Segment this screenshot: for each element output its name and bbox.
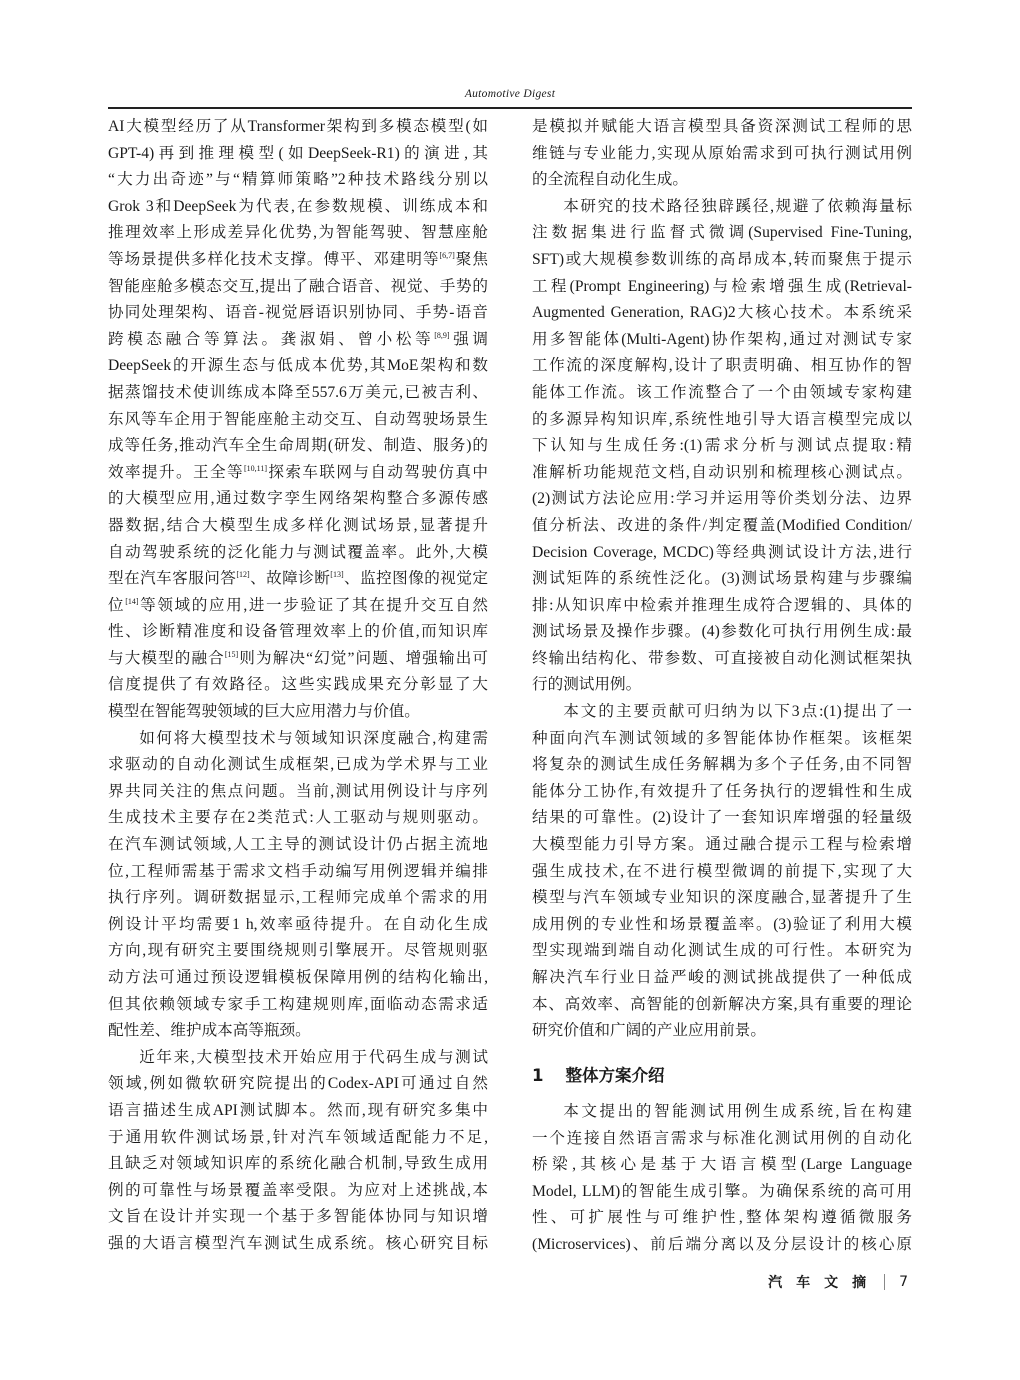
text-segment: 一个连接自然语言需求与标准化测试用例的自动化: [532, 1129, 912, 1147]
section-heading: [532, 1062, 664, 1086]
text-segment: 终输出结构化、带参数、可直接被自动化测试框架执: [532, 649, 912, 667]
text-segment: 界共同关注的焦点问题。当前,测试用例设计与序列: [108, 782, 488, 800]
citation: [12]: [236, 570, 250, 580]
text-segment: 位,工程师需基于需求文档手动编写用例逻辑并编排: [108, 862, 488, 880]
text-segment: 配性差、维护成本高等瓶颈。: [108, 1022, 311, 1040]
text-line: [532, 1018, 912, 1045]
text-line: [108, 566, 488, 593]
text-segment: 注数据集进行监督式微调(Supervised Fine-Tuning,: [532, 224, 912, 242]
text-segment: GPT-4)再到推理模型(如DeepSeek-R1)的演进,其: [108, 144, 488, 162]
citation: [13]: [330, 570, 344, 580]
text-segment: 协同处理架构、语音-视觉唇语识别协同、手势-语音: [108, 304, 488, 322]
text-segment: 桥梁,其核心是基于大语言模型(Large Language: [532, 1156, 912, 1174]
text-line: [532, 1099, 912, 1126]
text-segment: 等领域的应用,进一步验证了其在提升交互自然: [138, 596, 488, 614]
text-segment: 则为解决“幻觉”问题、增强输出可: [238, 649, 488, 667]
text-line: [532, 699, 912, 726]
text-line: [108, 1018, 488, 1045]
text-line: [108, 779, 488, 806]
text-line: [532, 779, 912, 806]
text-segment: 文旨在设计并实现一个基于多智能体协同与知识增: [108, 1208, 488, 1226]
text-segment: 且缺乏对领域知识库的系统化融合机制,导致生成用: [108, 1155, 488, 1173]
text-line: [532, 167, 912, 194]
text-segment: 能体工作流。该工作流整合了一个由领域专家构建: [532, 383, 912, 401]
text-segment: (2)测试方法论应用:学习并运用等价类划分法、边界: [532, 490, 912, 508]
text-segment: 将复杂的测试生成任务解耦为多个子任务,由不同智: [532, 756, 912, 774]
text-line: [532, 327, 912, 354]
text-segment: 大模型能力引导方案。通过融合提示工程与检索增: [532, 836, 912, 854]
text-line: [108, 965, 488, 992]
text-segment: 成等任务,推动汽车全生命周期(研发、制造、服务)的: [108, 437, 488, 455]
text-line: [108, 194, 488, 221]
text-line: [108, 593, 488, 620]
text-segment: 动方法可通过预设逻辑模板保障用例的结构化输出,: [108, 969, 488, 986]
text-line: [532, 194, 912, 221]
text-line: [532, 380, 912, 407]
text-segment: 例设计平均需要1 h,效率亟待提升。在自动化生成: [108, 915, 488, 933]
text-segment: 如何将大模型技术与领域知识深度融合,构建需: [139, 729, 488, 747]
text-line: [108, 274, 488, 301]
text-line: [532, 353, 912, 380]
text-segment: 执行序列。调研数据显示,工程师完成单个需求的用: [108, 889, 488, 907]
text-line: [532, 912, 912, 939]
text-line: [108, 1178, 488, 1205]
text-segment: 的全流程自动化生成。: [532, 171, 688, 189]
section-title: 整体方案介绍: [565, 1066, 665, 1085]
text-line: [532, 274, 912, 301]
right-column: [532, 114, 912, 1045]
text-line: [108, 1071, 488, 1098]
text-line: [108, 832, 488, 859]
text-segment: 测试场景及操作步骤。(4)参数化可执行用例生成:最: [532, 623, 912, 641]
text-segment: 据蒸馏技术使训练成本降至557.6万美元,已被吉利、: [108, 383, 488, 401]
text-line: [108, 353, 488, 380]
text-line: [108, 141, 488, 168]
citation: [15]: [224, 649, 239, 659]
text-line: [108, 220, 488, 247]
text-line: [532, 1232, 912, 1259]
text-line: [108, 859, 488, 886]
text-segment: 的大模型应用,通过数字孪生网络架构整合多源传感: [108, 490, 488, 508]
text-line: [108, 486, 488, 513]
text-segment: Augmented Generation, RAG)2大核心技术。本系统采: [532, 304, 912, 322]
text-segment: 模型与汽车领域专业知识的深度融合,显著提升了生: [532, 889, 912, 907]
text-segment: 本研究的技术路径独辟蹊径,规避了依赖海量标: [563, 197, 912, 215]
text-line: [532, 832, 912, 859]
text-segment: 、故障诊断: [249, 570, 331, 588]
text-segment: 语言描述生成API测试脚本。然而,现有研究多集中: [108, 1101, 488, 1119]
text-line: [108, 380, 488, 407]
citation: [10,11]: [243, 463, 268, 473]
text-line: [532, 540, 912, 567]
text-segment: 但其依赖领域专家手工构建规则库,面临动态需求适: [108, 995, 488, 1013]
text-line: [108, 912, 488, 939]
text-segment: 自动驾驶系统的泛化能力与测试覆盖率。此外,大模: [108, 543, 488, 561]
header-rule: [108, 107, 912, 109]
text-segment: 智能座舱多模态交互,提出了融合语音、视觉、手势的: [108, 277, 488, 295]
text-line: [108, 1045, 488, 1072]
text-segment: 聚焦: [454, 250, 488, 268]
text-line: [532, 1126, 912, 1153]
text-line: [532, 114, 912, 141]
text-line: [532, 672, 912, 699]
text-segment: 是模拟并赋能大语言模型具备资深测试工程师的思: [532, 118, 912, 135]
text-line: [108, 114, 488, 141]
text-segment: 推理效率上形成差异化优势,为智能驾驶、智慧座舱: [108, 224, 488, 242]
text-segment: 成用例的专业性和场景覆盖率。(3)验证了利用大模: [532, 915, 912, 933]
text-segment: Model, LLM)的智能生成引擎。为确保系统的高可用: [532, 1182, 912, 1200]
text-line: [108, 1204, 488, 1231]
text-line: [532, 619, 912, 646]
text-segment: 跨模态融合等算法。龚淑娟、曾小松等: [108, 330, 435, 348]
text-segment: 与大模型的融合: [108, 649, 225, 667]
text-line: [532, 859, 912, 886]
text-segment: 强调: [449, 330, 488, 348]
text-line: [108, 752, 488, 779]
text-line: [532, 805, 912, 832]
text-segment: 能体分工协作,有效提升了任务执行的逻辑性和生成: [532, 782, 912, 800]
text-segment: 探索车联网与自动驾驶仿真中: [267, 463, 488, 481]
text-line: [108, 247, 488, 274]
text-segment: 值分析法、改进的条件/判定覆盖(Modified Condition/: [532, 516, 912, 534]
text-segment: 效率提升。王全等: [108, 463, 244, 481]
text-line: [532, 726, 912, 753]
citation: [6,7]: [439, 250, 455, 260]
text-line: [532, 646, 912, 673]
text-segment: 东风等车企用于智能座舱主动交互、自动驾驶场景生: [108, 410, 488, 428]
text-segment: 工作流的深度解构,设计了职责明确、相互协作的智: [532, 357, 912, 375]
text-line: [108, 407, 488, 434]
text-segment: 准解析功能规范文档,自动识别和梳理核心测试点。: [532, 463, 912, 481]
text-segment: 的多源异构知识库,系统性地引导大语言模型完成以: [532, 410, 912, 428]
text-segment: 强生成技术,在不进行模型微调的前提下,实现了大: [532, 862, 912, 880]
text-line: [532, 566, 912, 593]
text-line: [108, 885, 488, 912]
text-segment: AI大模型经历了从Transformer架构到多模态模型(如: [108, 118, 488, 135]
text-segment: 行的测试用例。: [532, 676, 642, 694]
text-segment: 模型在智能驾驶领域的巨大应用潜力与价值。: [108, 703, 420, 721]
journal-name: 汽车文摘: [768, 1275, 881, 1291]
text-segment: Decision Coverage, MCDC)等经典测试设计方法,进行: [532, 543, 912, 561]
text-line: [108, 513, 488, 540]
text-line: [108, 992, 488, 1019]
text-line: [532, 593, 912, 620]
text-segment: 型实现端到端自动化测试生成的可行性。本研究为: [532, 942, 912, 960]
text-segment: Grok 3和DeepSeek为代表,在参数规模、训练成本和: [108, 197, 488, 215]
text-line: [532, 460, 912, 487]
running-header: Automotive Digest: [464, 88, 556, 100]
text-line: [108, 726, 488, 753]
text-line: [532, 407, 912, 434]
text-line: [532, 513, 912, 540]
text-segment: 研究价值和广阔的产业应用前景。: [532, 1022, 766, 1040]
text-line: [532, 938, 912, 965]
text-segment: 下认知与生成任务:(1)需求分析与测试点提取:精: [532, 437, 912, 455]
text-segment: 本文的主要贡献可归纳为以下3点:(1)提出了一: [563, 703, 912, 721]
citation: [14]: [125, 596, 139, 606]
text-line: [108, 460, 488, 487]
text-segment: 等场景提供多样化技术支撑。傅平、邓建明等: [108, 250, 440, 268]
text-segment: 近年来,大模型技术开始应用于代码生成与测试: [139, 1048, 488, 1066]
text-line: [108, 300, 488, 327]
text-segment: 于通用软件测试场景,针对汽车领域适配能力不足,: [108, 1128, 488, 1146]
text-line: [108, 1098, 488, 1125]
text-line: [532, 992, 912, 1019]
text-line: [532, 1152, 912, 1179]
text-line: [532, 300, 912, 327]
text-line: [532, 141, 912, 168]
text-segment: 型在汽车客服问答: [108, 570, 237, 588]
text-line: [108, 1125, 488, 1152]
text-segment: 解决汽车行业日益严峻的测试挑战提供了一种低成: [532, 969, 912, 986]
page-footer: [768, 1272, 908, 1292]
text-line: [532, 1205, 912, 1232]
text-line: [532, 486, 912, 513]
text-line: [108, 327, 488, 354]
text-segment: 在汽车测试领域,人工主导的测试设计仍占据主流地: [108, 836, 488, 854]
footer-divider: [884, 1274, 885, 1290]
text-segment: 工程(Prompt Engineering)与检索增强生成(Retrieval-: [532, 277, 912, 295]
text-segment: 器数据,结合大模型生成多样化测试场景,显著提升: [108, 516, 488, 534]
text-segment: 结果的可靠性。(2)设计了一套知识库增强的轻量级: [532, 809, 912, 827]
text-line: [532, 220, 912, 247]
text-line: [532, 965, 912, 992]
text-line: [532, 752, 912, 779]
text-segment: 生成技术主要存在2类范式:人工驱动与规则驱动。: [108, 809, 488, 827]
text-line: [108, 1151, 488, 1178]
text-segment: 强的大语言模型汽车测试生成系统。核心研究目标: [108, 1234, 488, 1252]
text-line: [108, 646, 488, 673]
text-segment: 求驱动的自动化测试生成框架,已成为学术界与工业: [108, 756, 488, 774]
text-line: [532, 885, 912, 912]
section-number: 1: [532, 1066, 544, 1085]
text-line: [108, 699, 488, 726]
text-segment: DeepSeek的开源生态与低成本优势,其MoE架构和数: [108, 357, 488, 375]
section-body: [532, 1099, 912, 1259]
page-number: 7: [899, 1274, 908, 1290]
text-segment: 用多智能体(Multi-Agent)协作架构,通过对测试专家: [532, 330, 912, 348]
citation: [8,9]: [434, 330, 450, 340]
text-line: [532, 1179, 912, 1206]
text-line: [532, 433, 912, 460]
text-line: [108, 672, 488, 699]
text-segment: (Microservices)、前后端分离以及分层设计的核心原: [532, 1235, 912, 1253]
text-segment: 性、可扩展性与可维护性,整体架构遵循微服务: [532, 1209, 912, 1227]
text-segment: 本、高效率、高智能的创新解决方案,具有重要的理论: [532, 995, 912, 1013]
text-segment: 种面向汽车测试领域的多智能体协作框架。该框架: [532, 729, 912, 747]
text-line: [108, 1231, 488, 1258]
text-line: [108, 433, 488, 460]
text-segment: 维链与专业能力,实现从原始需求到可执行测试用例: [532, 144, 912, 162]
text-segment: 排:从知识库中检索并推理生成符合逻辑的、具体的: [532, 596, 912, 614]
text-segment: 、监控图像的视觉定: [343, 570, 488, 588]
left-column: [108, 114, 488, 1258]
text-segment: 测试矩阵的系统性泛化。(3)测试场景构建与步骤编: [532, 570, 912, 588]
text-line: [108, 805, 488, 832]
text-line: [108, 619, 488, 646]
text-segment: 领域,例如微软研究院提出的Codex-API可通过自然: [108, 1075, 488, 1093]
text-segment: “大力出奇迹”与“精算师策略”2种技术路线分别以: [108, 171, 488, 189]
text-segment: 方向,现有研究主要围绕规则引擎展开。尽管规则驱: [108, 942, 488, 960]
text-segment: 位: [108, 596, 126, 614]
text-segment: 性、诊断精准度和设备管理效率上的价值,而知识库: [108, 623, 488, 641]
text-segment: SFT)或大规模参数训练的高昂成本,转而聚焦于提示: [532, 250, 912, 268]
text-segment: 信度提供了有效路径。这些实践成果充分彰显了大: [108, 676, 488, 694]
text-segment: 例的可靠性与场景覆盖率受限。为应对上述挑战,本: [108, 1181, 488, 1199]
text-line: [532, 247, 912, 274]
text-segment: 本文提出的智能测试用例生成系统,旨在构建: [563, 1103, 912, 1120]
text-line: [108, 938, 488, 965]
text-line: [108, 167, 488, 194]
text-line: [108, 540, 488, 567]
